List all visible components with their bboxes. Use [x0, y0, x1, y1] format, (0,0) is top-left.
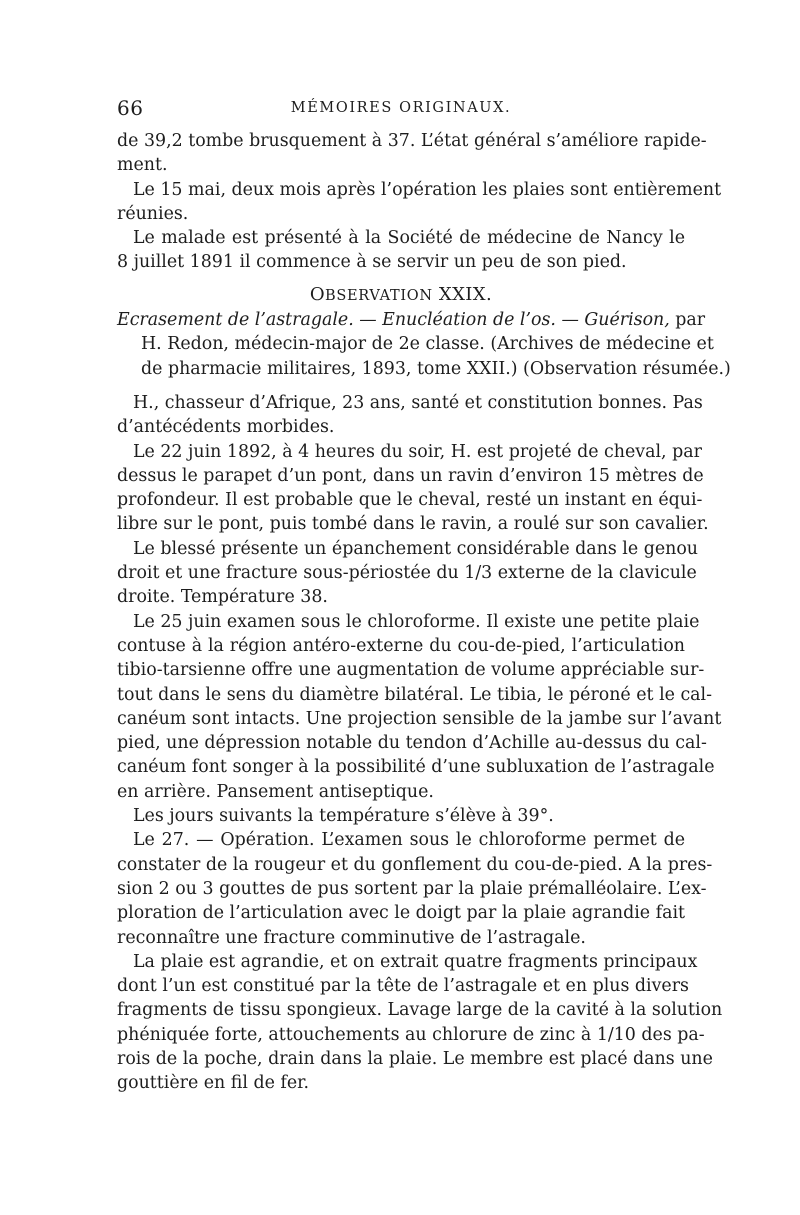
- page-header: [117, 96, 685, 126]
- text-line: en arrière. Pansement antiseptique.: [117, 781, 434, 802]
- text-line: reconnaître une fracture comminutive de l’astragale.: [117, 927, 586, 948]
- text-line: de 39,2 tombe brusquement à 37. L’état général s’améliore rapide-: [117, 131, 707, 151]
- paragraph-10: [117, 950, 723, 1096]
- text-line: Le malade est présenté à la Société de médecine de Nancy le: [133, 228, 685, 249]
- spacer: [117, 381, 685, 391]
- text-line: La plaie est agrandie, et on extrait quatre fragments principaux: [133, 951, 698, 972]
- text-line: profondeur. Il est probable que le cheval, resté un instant en équi-: [117, 490, 703, 511]
- observation-title-roman: par: [675, 310, 706, 331]
- running-title: MÉMOIRES ORIGINAUX.: [290, 100, 512, 116]
- text-line: dont l’un est constitué par la tête de l’astragale et en plus divers: [117, 976, 689, 997]
- text-line: Le 15 mai, deux mois après l’opération les plaies sont entièrement: [133, 179, 722, 200]
- paragraph-8: [117, 804, 685, 828]
- observation-label-rest: BSERVATION: [325, 287, 433, 304]
- text-line: Les jours suivants la température s’élève à 39°.: [133, 806, 554, 827]
- text-line: contuse à la région antéro-externe du cou-de-pied, l’articulation: [117, 635, 685, 656]
- text-line: constater de la rougeur et du gonflement du cou-de-pied. A la pres-: [117, 854, 713, 875]
- text-line: H., chasseur d’Afrique, 23 ans, santé et constitution bonnes. Pas: [133, 392, 703, 413]
- text-line: ploration de l’articulation avec le doigt par la plaie agrandie fait: [117, 903, 685, 924]
- text-line: droit et une fracture sous-périostée du 1/3 externe de la clavicule: [117, 563, 697, 584]
- paragraph-6: [117, 537, 698, 610]
- text-line: Le blessé présente un épanchement considérable dans le genou: [133, 538, 698, 559]
- text-line: dessus le parapet d’un pont, dans un ravin d’environ 15 mètres de: [117, 465, 704, 486]
- text-line: canéum font songer à la possibilité d’une subluxation de l’astragale: [117, 757, 715, 778]
- text-line: phéniquée forte, attouchements au chlorure de zinc à 1/10 des pa-: [117, 1024, 705, 1045]
- text-line: 8 juillet 1891 il commence à se servir un peu de son pied.: [117, 252, 627, 273]
- text-line: fragments de tissu spongieux. Lavage large de la cavité à la solution: [117, 1000, 723, 1021]
- observation-title-line: [117, 308, 706, 332]
- paragraph-3: [117, 226, 685, 275]
- text-line: libre sur le pont, puis tombé dans le ravin, a roulé sur son cavalier.: [117, 514, 709, 535]
- text-line: pied, une dépression notable du tendon d’Achille au-dessus du cal-: [117, 733, 707, 754]
- observation-source-line: H. Redon, médecin-major de 2e classe. (Archives de médecine et: [141, 334, 714, 355]
- paragraph-5: [117, 440, 709, 537]
- text-line: gouttière en fil de fer.: [117, 1073, 310, 1094]
- text-line: droite. Température 38.: [117, 587, 328, 608]
- paragraph-1: [117, 129, 707, 178]
- text-line: canéum sont intacts. Une projection sensible de la jambe sur l’avant: [117, 708, 722, 729]
- paragraph-2: [117, 178, 722, 227]
- paragraph-7: [117, 610, 722, 804]
- text-line: tout dans le sens du diamètre bilatéral. Le tibia, le péroné et le cal-: [117, 684, 712, 705]
- text-line: Le 22 juin 1892, à 4 heures du soir, H. est projeté de cheval, par: [133, 441, 702, 462]
- text-line: Le 25 juin examen sous le chloroforme. Il existe une petite plaie: [133, 611, 700, 632]
- text-line: rois de la poche, drain dans la plaie. Le membre est placé dans une: [117, 1048, 713, 1069]
- text-line: tibio-tarsienne offre une augmentation de volume appréciable sur-: [117, 660, 705, 681]
- observation-label-initial: O: [309, 283, 326, 305]
- text-line: ment.: [117, 155, 168, 176]
- paragraph-4: [117, 391, 703, 440]
- paragraph-9: [117, 828, 713, 949]
- body-text: [117, 129, 731, 1096]
- observation-number: XXIX.: [438, 283, 493, 305]
- text-line: sion 2 ou 3 gouttes de pus sortent par la plaie prémalléolaire. L’ex-: [117, 878, 707, 899]
- text-line: d’antécédents morbides.: [117, 417, 335, 438]
- observation-title: [117, 308, 731, 381]
- observation-heading: [117, 283, 685, 308]
- observation-source-line: de pharmacie militaires, 1893, tome XXII.) (Observation résumée.): [141, 358, 731, 379]
- text-line: réunies.: [117, 203, 189, 224]
- page-number: 66: [117, 96, 144, 120]
- text-line: Le 27. — Opération. L’examen sous le chloroforme permet de: [133, 830, 685, 851]
- observation-title-italic: Ecrasement de l’astragale. — Enucléation de l’os. — Guérison,: [117, 310, 670, 331]
